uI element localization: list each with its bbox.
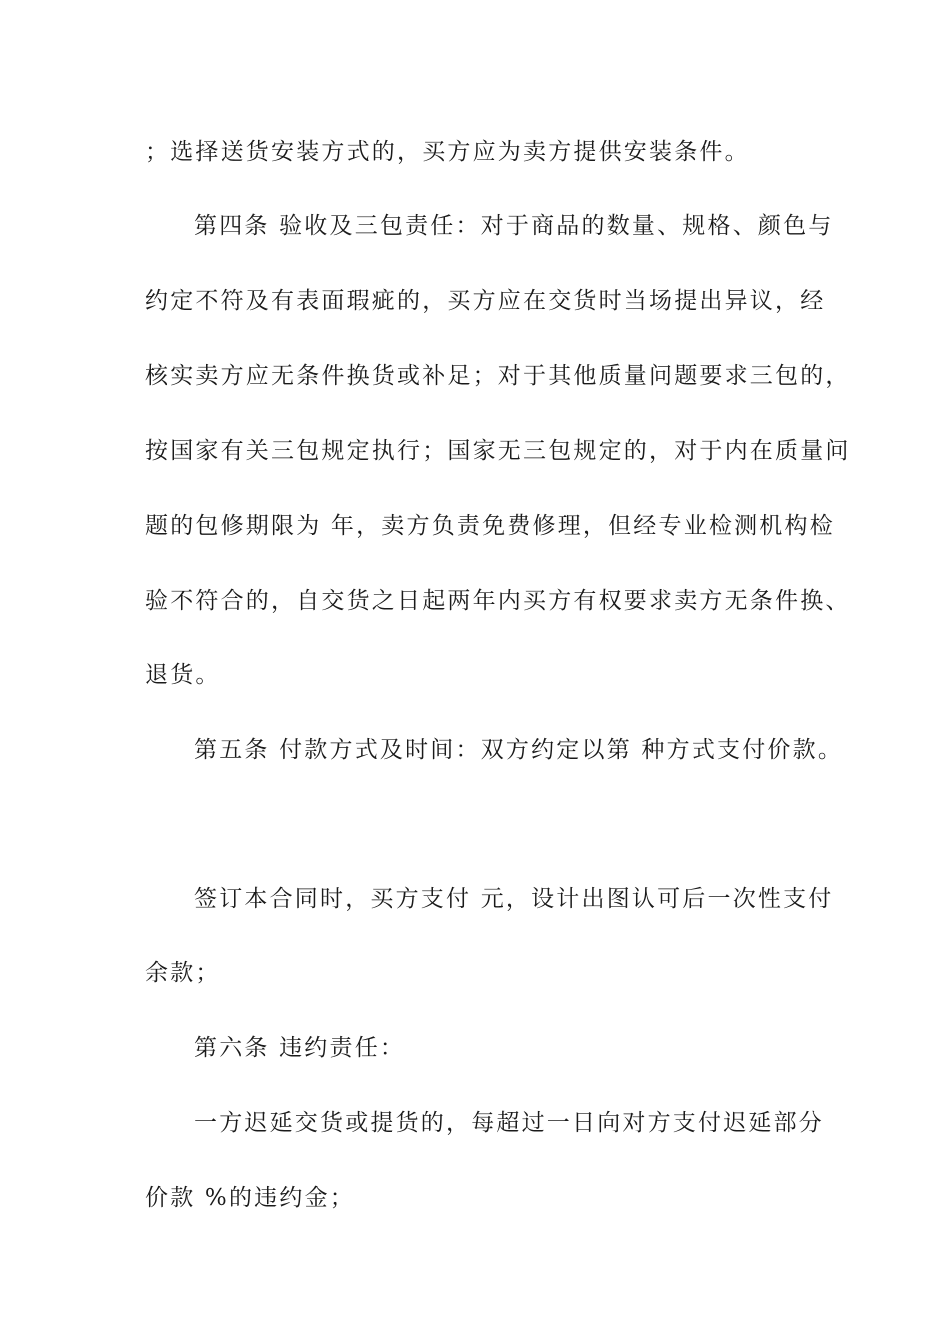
article-4-heading-line: 第四条 验收及三包责任：对于商品的数量、规格、颜色与: [194, 213, 834, 239]
text-line-11: 余款；: [145, 960, 221, 986]
text-line-8: 退货。: [145, 662, 221, 688]
text-line-1: ；选择送货安装方式的，买方应为卖方提供安装条件。: [145, 139, 750, 165]
text-line-5: 按国家有关三包规定执行；国家无三包规定的，对于内在质量问: [145, 438, 851, 464]
text-line-6: 题的包修期限为 年，卖方负责免费修理，但经专业检测机构检: [145, 513, 835, 539]
article-6-heading-line: 第六条 违约责任：: [194, 1035, 406, 1061]
text-line-10: 签订本合同时，买方支付 元，设计出图认可后一次性支付: [194, 886, 834, 912]
text-line-4: 核实卖方应无条件换货或补足；对于其他质量问题要求三包的，: [145, 363, 851, 389]
text-line-14: 价款 %的违约金；: [145, 1185, 355, 1211]
text-line-3: 约定不符及有表面瑕疵的，买方应在交货时当场提出异议，经: [145, 288, 826, 314]
text-line-13: 一方迟延交货或提货的，每超过一日向对方支付迟延部分: [194, 1110, 824, 1136]
text-line-7: 验不符合的，自交货之日起两年内买方有权要求卖方无条件换、: [145, 588, 851, 614]
article-5-heading-line: 第五条 付款方式及时间：双方约定以第 种方式支付价款。: [194, 737, 844, 763]
